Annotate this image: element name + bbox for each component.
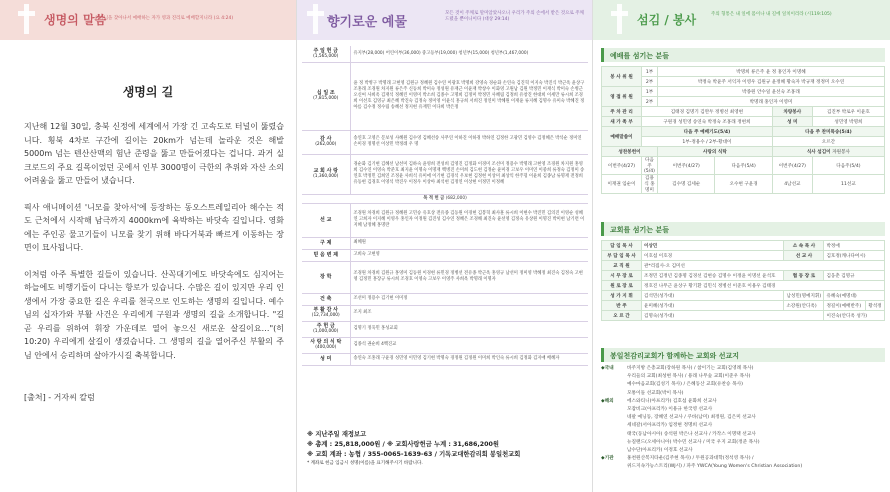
category-label: 믿 음 변 제 (313, 252, 339, 259)
offering-names: 윤 정 박병구 박명래 고현영 김원규 정혜원 김수연 이광호 박명희 강영숙 경순화 손연숙 김진혁 이지숙 박진식 박근옥 윤상구 조홍래 조경원 차지원 류은주 신동희 박미숙 정성원 유재근 이윤재 박창수 이화영 고원남 김원 박정민 이재식 박미숙 손병근 오신여 사희옥 김재석 정혜린 이영미 박소희 김종수 고명희 김정미 박정민 사혜림 김정희 유창진 한대희 이세만 류시희 조경희 이선호 김영규 최은혜 박진숙 김정숙 정미영 이윤식 홍규희 서희진 정연미 박혜원 이재윤 류지혜 김명수 유미숙 박혜진 정아름 김수정 정수림 송혜선 정지현 유재민 이다희 박은정 (350, 62, 588, 130)
offering-row (302, 337, 588, 353)
mission-row (601, 381, 885, 389)
cell: 소강원(안디옥) (784, 301, 824, 311)
cell: 11선교 (812, 175, 884, 194)
panel-word-of-life (0, 0, 296, 492)
category-label: 건 축 (320, 296, 332, 303)
mission-row (601, 406, 885, 414)
cell: 황석정 (865, 301, 884, 311)
category-label: 교 회 사 랑 (313, 167, 339, 174)
offering-category (302, 237, 350, 249)
category-label: 장 학 (320, 274, 332, 281)
category-label: 선 교 (320, 217, 332, 224)
category-label: 성 미 (320, 356, 332, 363)
offering-row (302, 353, 588, 365)
offering-names: 유지부(28,000) 어린이부(36,000) 중고등부(19,000) 청년부(15,000) 청년부(1,467,000) (350, 46, 588, 62)
offering-category (302, 353, 350, 365)
header-service (593, 0, 890, 40)
offering-category (302, 337, 350, 353)
mission-row (601, 463, 885, 471)
mission-entry: 바주지방 은총교회(장하원 목사) / 참이기는 교회(김영례 목사) (627, 366, 754, 371)
category-amount: (400,000) (315, 345, 337, 351)
category-label: 부 활 감 사 (313, 307, 339, 313)
cell-label: 협 동 장 로 (784, 271, 824, 281)
offering-category (302, 321, 350, 337)
cell: 1부 (642, 87, 658, 97)
category-amount: (7,815,000) (313, 96, 339, 101)
mission-row (601, 414, 885, 422)
offering-row (302, 305, 588, 321)
category-label: 주 일 헌 금 (313, 47, 339, 54)
cell: 박명희 류은주 윤 정 홍인자 이명혜 (658, 67, 885, 77)
mission-entry: 에스와티니(아프리카) 김호섭 윤화희 선교사 (627, 398, 717, 404)
worship-servers-table (601, 66, 885, 194)
category-label: 감 사 (320, 135, 332, 142)
mission-category (601, 406, 627, 414)
offering-names: 김종석 권순희 4백진교 (350, 337, 588, 353)
header-title: 향기로운 예물 (327, 15, 407, 30)
category-amount: (262,000) (315, 142, 337, 147)
header-title: 섬김 / 봉사 (637, 13, 697, 27)
cell-label: 반 주 (602, 301, 642, 311)
account-note: * 계좌로 헌금 입금시 성명(이름)을 표기해주시기 바랍니다. (307, 461, 423, 466)
finance-total: ※ 총계 : 25,818,000원 / ※ 교회사랑헌금 누계 : 31,686,200원 (307, 441, 499, 448)
mission-row (601, 373, 885, 381)
panel-offerings (296, 0, 592, 492)
cell-label: 주 차 관 리 (602, 107, 642, 117)
offering-category (302, 305, 350, 321)
offering-category (302, 261, 350, 293)
cell-text: 식사 섬김이 (806, 149, 831, 155)
source-note: [출처] - 거자씨 칼럼 (24, 393, 95, 402)
mission-category: ◆기관 (601, 456, 614, 462)
offering-category (302, 154, 350, 194)
offering-row (302, 130, 588, 154)
cell: 오수현 구윤경 (715, 175, 772, 194)
bank-account: ※ 교회 계좌 : 농협 / 355-0065-1639-63 / 기독교대한감리회 봉일천교회 (307, 451, 521, 458)
header-word-of-life (0, 0, 296, 40)
category-amount: (1,000,000) (313, 329, 339, 335)
cell: 1부-정용수 / 2부-황대이 (642, 137, 773, 147)
cell: 이번주(4/27) (772, 157, 812, 175)
category-amount: (1,565,000) (313, 53, 339, 59)
cell: 김석민(성가대) (642, 291, 784, 301)
offering-row (302, 261, 588, 293)
cell: 다음주(5/4) (715, 157, 772, 175)
mission-category (601, 447, 627, 455)
header-verse: 모든 것이 주께로 말미암았사오니 우리가 주의 손에서 받은 것으로 주께 드렸을 뿐이니이다 (대상 29:14) (445, 11, 584, 22)
mission-entry: 태국(동남아시아) 송석원 박은나 선교사 / 카작스 이명택 선교사 (627, 431, 756, 437)
cell-label: 새 가 족 부 (602, 117, 642, 127)
cell: 김용식 홍명미 (642, 175, 658, 194)
offering-category (302, 46, 350, 62)
cell: 박명래 홍인자 이영미 (658, 97, 885, 107)
offering-row (302, 194, 588, 203)
cell-label: 성 가 지 휘 (602, 291, 642, 301)
cell: 윤미혜(성가대) (642, 301, 784, 311)
mission-category (601, 463, 627, 471)
section-mission-partners: 봉일천감리교회가 함께하는 교회와 선교지 (601, 348, 885, 362)
header-verse: 하나님을 찾아나서 예배하는 자가 영과 진리로 예배할지니라 (요 4:24) (95, 16, 234, 21)
cell-label: 소 속 목 사 (784, 241, 824, 251)
mission-category (601, 439, 627, 447)
cell: 관*리집사-오 김미선 (642, 261, 885, 271)
mission-row (601, 390, 885, 398)
offering-row (302, 249, 588, 261)
mission-row (601, 455, 885, 463)
offering-category (302, 293, 350, 305)
cell-label: 원 로 장 로 (602, 281, 642, 291)
offering-table (302, 46, 588, 366)
mission-category: ◆해외 (601, 398, 614, 404)
cell-label: 성찬봉헌이 (602, 147, 658, 157)
offering-category (302, 62, 350, 130)
category-label: 사 랑 의 식 탁 (310, 339, 342, 345)
cell-label: 부 담 임 목 사 (602, 251, 642, 261)
mission-entry: 예수마음교회(김성기 목사) / 은혜동산 교회(유찬승 목사) (627, 382, 743, 388)
offering-category (302, 203, 350, 237)
cell: 박정숙 박윤주 서익자 이영우 김원규 윤정혜 황숙자 박규재 정정미 오수연 (658, 77, 885, 87)
mission-entry: 모퉁이돌 선교회(박이 목사) (627, 390, 684, 396)
finance-heading: ※ 지난주일 재정보고 (307, 431, 367, 438)
section-worship-servers: 예배를 섬기는 분들 (601, 48, 885, 62)
cell-text: 자원봉사 (832, 149, 850, 155)
sermon-title: 생명의 길 (122, 85, 174, 99)
section-church-servers: 교회를 섬기는 분들 (601, 222, 885, 236)
cell: 이번주(4/27) (602, 157, 642, 175)
cell: 박정애 (824, 241, 885, 251)
mission-entry: 우리들의 교회(최성현 목사) / 용래 나무숲 교회(이준우 목사) (627, 374, 751, 380)
mission-category (601, 381, 627, 389)
cell: 4남선교 (772, 175, 812, 194)
offering-row (302, 321, 588, 337)
cell: 정길이(예배반주) (824, 301, 865, 311)
cell-label: 교 직 원 (602, 261, 642, 271)
mission-category: ◆국내 (601, 366, 614, 371)
mission-category (601, 390, 627, 398)
cross-icon (609, 0, 631, 34)
cell: 조정민 김정년 김종명 김경선 김현승 김명수 이정윤 이명선 윤석호 (642, 271, 784, 281)
offering-names: 송연호 고영은 문보성 사혜원 김수영 김혜선송 사무연 이하진 이하경 박하연 김정한 고광민 김영수 김정혜은 박석순 정미연 손미경 정명선 이상민 박정례 우 명 (350, 130, 588, 154)
offering-subheading (302, 194, 588, 203)
cell-label: 오 르 간 (602, 311, 642, 321)
cell-label: 선 교 사 (784, 251, 824, 261)
mission-entry: 네팔 예닝동, 장혜연 선교사 / 쿠바(남미) 최정원, 김은미 선교사 (627, 415, 756, 421)
cell-label: 차량봉사 (772, 107, 812, 117)
cell: 정호진 나무근 윤상구 황기환 김민식 정병선 이준호 이용우 김태경 (642, 281, 885, 291)
offering-row (302, 62, 588, 130)
cell: 다음주(5/4) (642, 157, 658, 175)
offering-category (302, 249, 350, 261)
cell-label: 다음 주 예배기도(5/4) (642, 127, 773, 137)
offering-row (302, 293, 588, 305)
mission-row (601, 422, 885, 430)
cell-label: 예배말씀이 (602, 127, 642, 147)
cell-label (772, 147, 884, 157)
cell: 1부 (642, 67, 658, 77)
cell-label: 담 임 목 사 (602, 241, 642, 251)
offering-names: 경순화 김기현 김혜선 남선미 김하숙 윤영희 전성희 김영진 김정화 이경미 조선미 정용수 박명래 고현영 조경원 차지원 홍영희 김수연 이영숙 박준호 최지윤 이명숙 이명재 백병진 손미희 김도현 김정순 윤미경 고보우 이미연 이중희 류정숙 김정미 송연호 박정민 김희연 조정윤 사희석 유미애 이기현 김경석 우보현 김정현 이상미 최상익 한주형 이윤희 김종남 류명재 전정희 유동현 김경호 이영석 박진우 이정우 이상아 최석현 김정연 이상현 이정민 이정혜 (350, 154, 588, 194)
category-label: 십 일 조 (316, 89, 335, 96)
mission-category (601, 422, 627, 430)
offering-row (302, 203, 588, 237)
cross-icon (16, 0, 38, 34)
mission-category (601, 431, 627, 439)
cell: 김웅춘 김명규 (824, 271, 885, 281)
mission-entry: 남수단(아프리카) 이정호 선교사 (627, 448, 693, 454)
header-offerings (297, 0, 592, 40)
category-amount: (1,360,000) (313, 174, 339, 179)
mission-row (601, 447, 885, 455)
paragraph: 지난해 12월 30일, 충북 신정에 세계에서 가장 긴 고속도로 터널이 뚫렸습니다. 횡북 4차로 구간에 길이는 20km가 넘는데 놀라운 것은 해발 5000m 넘는 텐산산맥의 험난 준령을 뚫고 만들어졌다는 겁니다. 과거 실크로드의 주요 길목이었던 곳에서 인부 3000명이 극한의 추위와 자산 소의 어려움을 뚫고 만들어 냈습니다. (24, 122, 284, 185)
subheading-label: 목 적 헌 금 (423, 195, 445, 201)
cell: 김수명 김세순 (658, 175, 715, 194)
cell-label: 다음 주 찬미특송(5/4) (772, 127, 884, 137)
cell: 다음주(5/4) (812, 157, 884, 175)
cell: 성민영 박명희 (812, 117, 884, 127)
mission-list (601, 365, 885, 472)
offering-names: 송연숙 조홍래 구윤경 성민영 이민영 김기현 박명숙 경정원 김정원 이미희 박인숙 류시희 김정화 김지애 배혜자 (350, 353, 588, 365)
cell: 2부 (642, 77, 658, 87)
offering-names: 김명기 정욱민 홍성교회 (350, 321, 588, 337)
offering-names: 조선미 정용수 김기현 이미정 (350, 293, 588, 305)
offering-names: 최혜원 (350, 237, 588, 249)
paragraph: 이처럼 아주 특별한 길들이 있습니다. 산꼭대기에도 바닷속에도 심지어는 하늘에도 비행기들이 다니는 항로가 있습니다. 수많은 길이 있지만 우리 인생에서 가장 중요한 길은 우리를 천국으로 인도하는 생명의 길입니다. 예수님의 십자가와 부활 사건은 우리에게 구원과 생명의 길을 소개합니다. "길 곧 우리를 위하여 휘장 가운데로 열어 놓으신 새로운 살길이요…"(히 10:20) 우리에게 살길이 생겼습니다. 그 생명의 길을 열어주신 부활의 주님 안에서 승리하며 살아가시길 축복합니다. (24, 269, 284, 360)
mission-entry: 위드지속가능스트리(WJ시) / 파주 YWCA(Young Women's Christian Association) (627, 464, 803, 470)
mission-entry: 세네갈(서아프리카) 임정현 정명희 선교사 (627, 423, 713, 429)
mission-row (601, 431, 885, 439)
cell: 박종원 안수일 윤선숙 조홍래 (658, 87, 885, 97)
cell: 이번주(4/27) (658, 157, 715, 175)
cross-icon (305, 0, 327, 34)
offering-names: 고희숙 고현영 (350, 249, 588, 261)
mission-row (601, 365, 885, 373)
offering-row (302, 154, 588, 194)
offering-names: 조경원 차경희 김원규 홍영미 김동원 이경현 류민경 정병선 전유종 박근옥 홍영규 남선미 정미영 박혜정 최진숙 김정숙 고현영 김정민 홍장규 류시희 조경호 이영숙 고보우 이영주 사희옥 박명래 이명자 (350, 261, 588, 293)
cell: 유혜숙(예명대) (824, 291, 885, 301)
cell: 김진부 박로우 이윤호 (812, 107, 884, 117)
paragraph: 픽사 애니메이션 '니모를 찾아서'에 등장하는 동오스트레일리아 해수는 적도 근처에서 시작해 남극까지 4000km에 육박하는 바닷속 길입니다. 영화에는 주인공 물고기들이 니모를 찾기 위해 바다거북과 빠르게 이동하는 장면이 묘사됩니다. (24, 202, 284, 252)
sermon-body (24, 120, 284, 375)
offering-category (302, 130, 350, 154)
category-label: 구 제 (320, 240, 332, 247)
cell: 이상민 (642, 241, 784, 251)
mission-row (601, 439, 885, 447)
cell-label: 영 접 위 원 (602, 87, 642, 107)
offering-row (302, 46, 588, 62)
header-verse: 주의 형통은 내 일에 몸이나 내 길에 일치이리라 (시119:105) (711, 12, 832, 17)
offering-names: 조경원 차경희 김원규 정혜원 고민승 유호상 전유종 김동원 이경현 김봉혁 최사훈 류시희 이현수 박진민 김의진 이영순 성혜연 고희자 이지혜 이영우 홍인자 이정원 김진성 김수연 정혜은 조경해 최진숙 윤선영 김정숙 유상원 이명진 박미현 남기련 이지혜 남정혜 홍명란 (350, 203, 588, 237)
cell: 김호정(캐나다여시) (824, 251, 885, 261)
mission-entry: 홍천원산복지타운(김주현 목사) / 두원공과대학(정석영 목사) / (627, 456, 754, 462)
mission-entry: 뉴질랜드(오세아니아) 박수민 선교사 / 미국 우지 교회(정준 목사) (627, 439, 760, 445)
mission-category (601, 373, 627, 381)
cell: 이진숙(안디옥 성가) (824, 311, 885, 321)
subheading-amount: (682,000) (445, 195, 467, 201)
church-staff-table (601, 240, 885, 321)
cell: 이호섭 이호경 (642, 251, 784, 261)
header-title: 생명의 말씀 (44, 13, 107, 27)
offering-names: 조지 최조 (350, 305, 588, 321)
cell-label: 시 무 장 로 (602, 271, 642, 281)
offering-row (302, 237, 588, 249)
cell: 2부 (642, 97, 658, 107)
cell-label: 성 미 (772, 117, 812, 127)
cell-label: 사랑의 식탁 (658, 147, 773, 157)
mission-entry: 모잠비크(아프리카) 이용규 한국영 선교사 (627, 407, 713, 413)
mission-row (601, 398, 885, 406)
category-amount: (12,734,000) (311, 313, 340, 319)
cell: 이재권 임순이 (602, 175, 642, 194)
cell-label: 봉 사 위 원 (602, 67, 642, 87)
finance-footer (307, 430, 587, 467)
cell: 김태경 김명기 김완두 정병선 최영현 (642, 107, 773, 117)
cell: 오르간 (772, 137, 884, 147)
cell: 구원경 성민영 송연숙 박정숙 조홍래 정현희 (642, 117, 773, 127)
cell: 김명숙(성가대) (642, 311, 824, 321)
panel-service (592, 0, 890, 492)
mission-category (601, 414, 627, 422)
category-label: 주 헌 금 (316, 323, 335, 329)
cell: 남성민(명예지휘) (784, 291, 824, 301)
